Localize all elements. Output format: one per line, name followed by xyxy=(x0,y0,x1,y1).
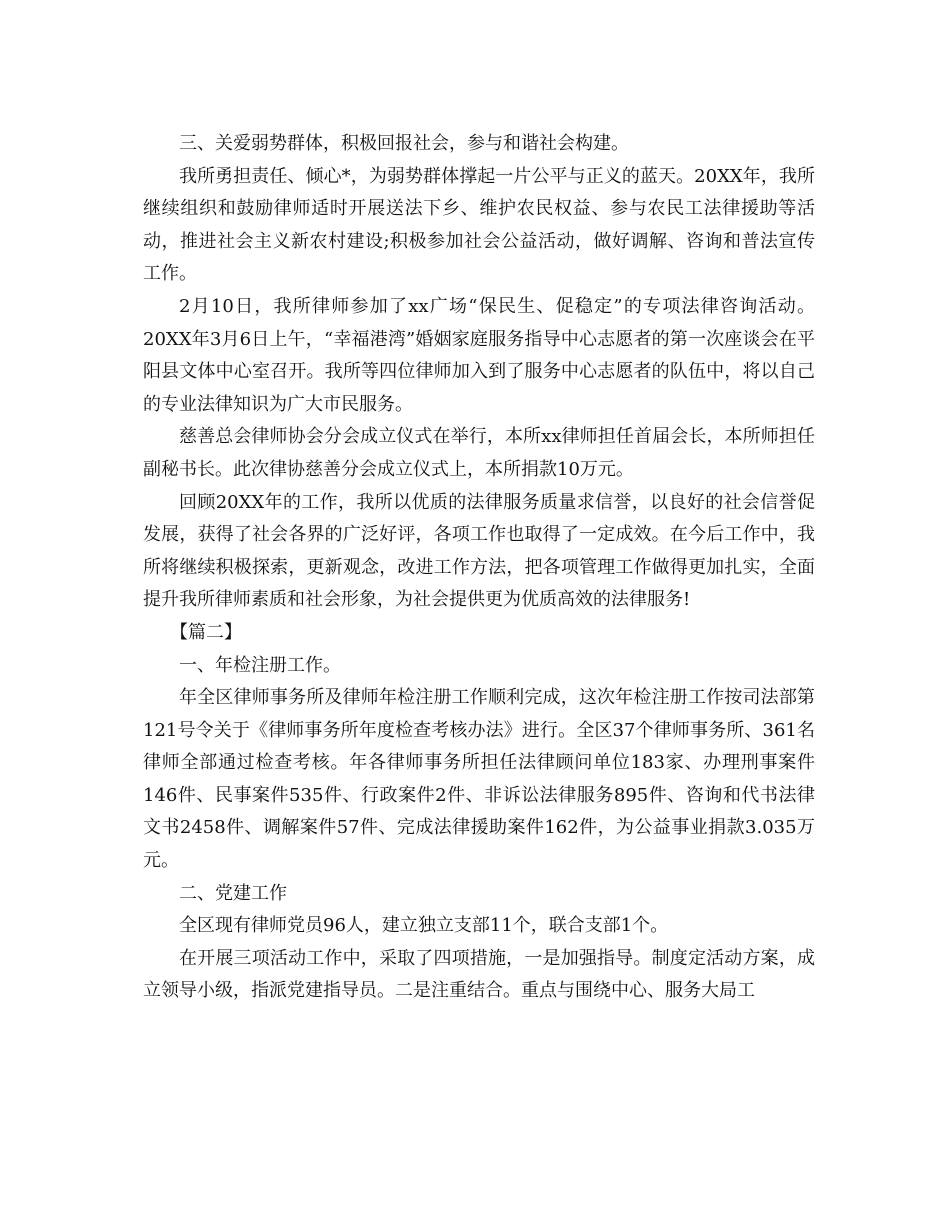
paragraph-review: 回顾20XX年的工作，我所以优质的法律服务质量求信誉，以良好的社会信誉促发展，获得了社会各界的广泛好评，各项工作也取得了一定成效。在今后工作中，我所将继续积极探索，更新观念，改进工作方法，把各项管理工作做得更加扎实，全面提升我所律师素质和社会形象，为社会提供更为优质高效的法律服务! xyxy=(143,491,815,611)
paragraph-part-two-heading: 【篇二】 xyxy=(170,621,242,643)
document-body xyxy=(143,128,815,1008)
paragraph-charity-branch: 慈善总会律师协会分会成立仪式在举行，本所xx律师担任首届会长，本所师担任副秘书长。此次律协慈善分会成立仪式上，本所捐款10万元。 xyxy=(143,426,815,480)
paragraph-responsibility: 我所勇担责任、倾心*，为弱势群体撑起一片公平与正义的蓝天。20XX年，我所继续组织和鼓励律师适时开展送法下乡、维护农民权益、参与农民工法律援助等活动，推进社会主义新农村建设;积极参加社会公益活动，做好调解、咨询和普法宣传工作。 xyxy=(143,165,815,285)
paragraph-annual-registration-heading: 一、年检注册工作。 xyxy=(179,654,341,676)
paragraph-annual-registration: 年全区律师事务所及律师年检注册工作顺利完成，这次年检注册工作按司法部第121号令关于《律师事务所年度检查考核办法》进行。全区37个律师事务所、361名律师全部通过检查考核。年各律师事务所担任法律顾问单位183家、办理刑事案件146件、民事案件535件、行政案件2件、非诉讼法律服务895件、咨询和代书法律文书2458件、调解案件57件、完成法律援助案件162件，为公益事业捐款3.035万元。 xyxy=(143,687,815,872)
paragraph-party-members: 全区现有律师党员96人，建立独立支部11个，联合支部1个。 xyxy=(179,915,669,937)
paragraph-party-building-heading: 二、党建工作 xyxy=(179,882,287,904)
paragraph-section-three-heading: 三、关爱弱势群体，积极回报社会，参与和谐社会构建。 xyxy=(179,133,629,154)
paragraph-legal-consultation: 2月10日，我所律师参加了xx广场“保民生、促稳定”的专项法律咨询活动。20XX年3月6日上午，“幸福港湾”婚姻家庭服务指导中心志愿者的第一次座谈会在平阳县文体中心室召开。我所等四位律师加入到了服务中心志愿者的队伍中，将以自己的专业法律知识为广大市民服务。 xyxy=(143,295,815,415)
paragraph-three-activities: 在开展三项活动工作中，采取了四项措施，一是加强指导。制度定活动方案，成立领导小级，指派党建指导员。二是注重结合。重点与围绕中心、服务大局工 xyxy=(143,947,815,1002)
